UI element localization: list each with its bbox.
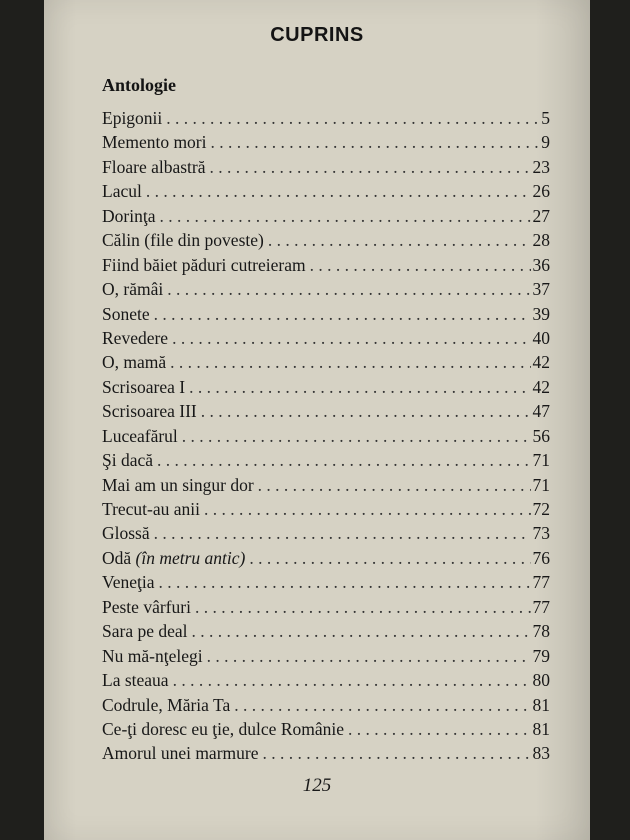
entry-page-number: 73 [532,523,550,544]
toc-entry [102,548,550,572]
entry-title-text: Glossă [102,523,150,544]
toc-entry [102,597,550,621]
toc-entry [102,132,550,156]
dot-leader [192,621,531,642]
toc-entry [102,279,550,303]
dot-leader [173,670,531,691]
toc-entry [102,572,550,596]
toc-entry [102,377,550,401]
entry-title-italic-suffix: (în metru antic) [135,547,246,568]
entry-page-number: 72 [532,499,550,519]
toc-entry [102,255,550,279]
entry-title-text: Sara pe deal [102,621,188,642]
entry-page-number: 40 [532,327,550,348]
dot-leader [234,695,530,716]
entry-title [102,279,163,300]
entry-page-number: 77 [532,572,550,593]
dot-leader [146,181,531,202]
entry-title [102,719,344,740]
dot-leader [262,743,530,764]
entry-title-text: Scrisoarea I [102,376,186,397]
entry-title-text: Călin (file din poveste) [102,230,264,251]
entry-title-text: O, rămâi [102,279,164,300]
entry-title-text: La steaua [102,670,169,691]
toc-entry [102,695,550,719]
entry-page-number: 71 [532,450,550,471]
entry-title [102,304,150,325]
entry-page-number: 5 [541,108,550,128]
entry-title-text: Sonete [102,303,150,324]
entry-title [102,401,197,422]
toc-entry [102,206,550,230]
entry-title [102,499,200,520]
entry-title [102,475,254,496]
entry-title [102,572,154,593]
entry-title [102,255,306,276]
entry-title [102,230,264,251]
entry-title-text: Lacul [102,181,142,202]
toc-entry [102,475,550,499]
entry-page-number: 81 [532,718,550,739]
dot-leader [189,377,530,398]
entry-title-text: Şi dacă [102,450,154,471]
dot-leader [207,646,531,667]
entry-title-text: Peste vârfuri [102,596,191,617]
entry-title-text: Nu mă-nţelegi [102,645,203,666]
entry-page-number: 27 [532,205,550,226]
entry-title [102,670,169,691]
toc-entry [102,401,550,425]
entry-page-number: 81 [532,694,550,715]
entry-title [102,743,258,764]
dot-leader [154,304,531,325]
entry-title [102,646,203,667]
entry-page-number: 56 [532,425,550,446]
toc-entry [102,646,550,670]
entry-page-number: 39 [532,303,550,324]
toc-entry [102,450,550,474]
entry-title [102,523,150,544]
entry-title-text: O, mamă [102,352,167,373]
page-number: 125 [302,775,332,796]
entry-title [102,328,168,349]
dot-leader [204,499,530,520]
entry-title [102,426,178,447]
dot-leader [182,426,531,447]
entry-title [102,132,207,153]
entry-title [102,157,206,178]
toc-entry [102,181,550,205]
entry-title-text: Floare albastră [102,156,206,177]
entry-page-number: 28 [532,230,550,251]
dot-leader [258,475,531,496]
toc-entry [102,670,550,694]
entry-title [102,548,245,569]
entry-title-text: Luceafărul [102,425,178,446]
dot-leader [167,279,530,300]
entry-title-text: Mai am un singur dor [102,474,254,495]
dot-leader [166,108,539,129]
entry-title-text: Veneţia [102,572,155,593]
book-page [44,0,590,840]
toc-entry [102,230,550,254]
table-of-contents [102,108,550,768]
entry-title [102,695,230,716]
dot-leader [157,450,530,471]
toc-entry [102,743,550,767]
dot-leader [159,206,530,227]
dot-leader [172,328,530,349]
entry-title [102,206,155,227]
toc-entry [102,352,550,376]
entry-page-number: 78 [532,621,550,642]
entry-title-text: Odă [102,547,132,568]
dot-leader [158,572,530,593]
entry-title [102,352,166,373]
entry-title-text: Amorul unei marmure [102,743,259,764]
entry-title [102,597,191,618]
contents-heading: CUPRINS [270,24,364,46]
dot-leader [201,401,531,422]
dot-leader [210,157,531,178]
entry-title [102,621,188,642]
entry-page-number: 80 [532,670,550,691]
entry-title-text: Fiind băiet păduri cutreieram [102,254,306,275]
entry-page-number: 23 [532,156,550,177]
entry-page-number: 71 [532,474,550,495]
entry-page-number: 9 [541,132,550,153]
entry-page-number: 26 [532,181,550,202]
toc-entry [102,621,550,645]
toc-entry [102,499,550,523]
entry-title-text: Trecut-au anii [102,499,201,519]
dot-leader [268,230,531,251]
entry-page-number: 42 [532,352,550,373]
section-title: Antologie [102,75,176,95]
entry-page-number: 47 [532,401,550,422]
entry-page-number: 37 [532,279,550,300]
entry-title-text: Scrisoarea III [102,401,197,422]
toc-entry [102,304,550,328]
entry-page-number: 36 [532,254,550,275]
entry-title [102,108,162,129]
entry-title-text: Ce-ţi doresc eu ţie, dulce Românie [102,718,345,739]
dot-leader [170,352,530,373]
toc-entry [102,426,550,450]
entry-title [102,181,142,202]
toc-entry [102,328,550,352]
dot-leader [348,719,530,740]
dot-leader [310,255,531,276]
entry-title-text: Revedere [102,327,169,348]
entry-page-number: 76 [532,547,550,568]
dot-leader [211,132,540,153]
entry-page-number: 77 [532,596,550,617]
entry-title-text: Epigonii [102,108,163,128]
entry-title-text: Codrule, Măria Ta [102,694,231,715]
entry-page-number: 83 [532,743,550,764]
entry-title-text: Dorinţa [102,205,156,226]
entry-title [102,377,185,398]
entry-page-number: 42 [532,376,550,397]
toc-entry [102,108,550,132]
entry-page-number: 79 [532,645,550,666]
entry-title-text: Memento mori [102,132,207,153]
dot-leader [195,597,531,618]
dot-leader [154,523,531,544]
toc-entry [102,719,550,743]
entry-title [102,450,153,471]
dot-leader [249,548,530,569]
toc-entry [102,157,550,181]
toc-entry [102,523,550,547]
